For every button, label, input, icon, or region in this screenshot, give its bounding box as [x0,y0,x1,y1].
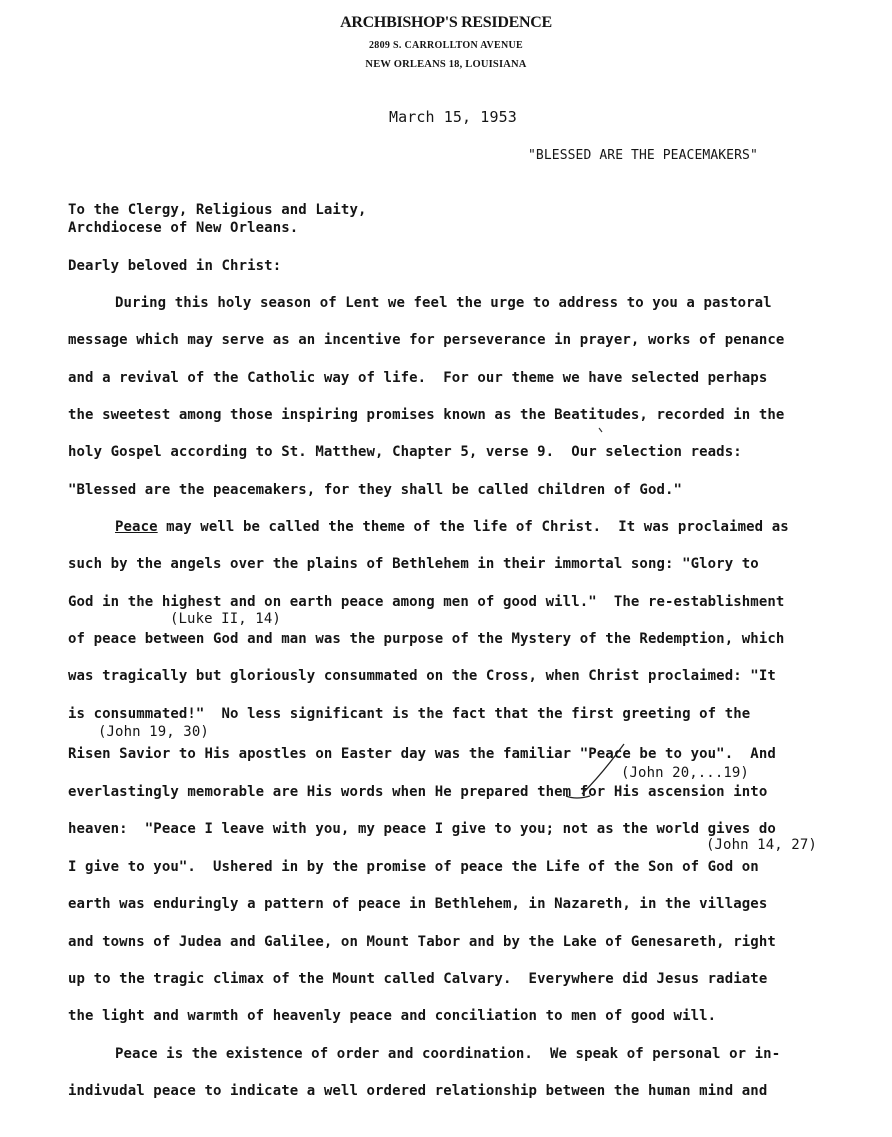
body-line: and towns of Judea and Galilee, on Mount Tabor and by the Lake of Genesareth, right [68,934,776,950]
body-line [115,518,789,536]
annotation-john-19: (John 19, 30) [98,724,209,740]
body-line: was tragically but gloriously consummated on the Cross, when Christ proclaimed: "It [68,668,776,684]
annotation-luke: (Luke II, 14) [170,611,281,627]
annotation-john-14: (John 14, 27) [706,837,817,853]
letterhead-name: ARCHBISHOP'S RESIDENCE [340,14,552,31]
letterhead-city: NEW ORLEANS 18, LOUISIANA [365,59,527,70]
body-line: is consummated!" No less significant is the fact that the first greeting of the [68,706,751,722]
body-line-rest: may well be called the theme of the life of Christ. It was proclaimed as [157,519,789,535]
body-line: During this holy season of Lent we feel the urge to address to you a pastoral [115,295,772,311]
body-line: of peace between God and man was the purpose of the Mystery of the Redemption, which [68,631,785,647]
body-line: everlastingly memorable are His words when He prepared them for His ascension into [68,784,768,800]
letter-date: March 15, 1953 [389,108,517,126]
body-line: Risen Savior to His apostles on Easter day was the familiar "Peace be to you". And [68,746,776,762]
body-line: message which may serve as an incentive for perseverance in prayer, works of penance [68,332,785,348]
body-line: earth was enduringly a pattern of peace in Bethlehem, in Nazareth, in the villages [68,896,768,912]
body-line: the sweetest among those inspiring promises known as the Beatitudes, recorded in the [68,407,785,423]
body-line: God in the highest and on earth peace among men of good will." The re-establishment [68,594,785,610]
body-line: Peace is the existence of order and coordination. We speak of personal or in- [115,1046,781,1062]
body-line: and a revival of the Catholic way of life. For our theme we have selected perhaps [68,370,768,386]
letterhead-street: 2809 S. CARROLLTON AVENUE [368,40,524,51]
addressee-line-1: To the Clergy, Religious and Laity, [68,202,367,218]
body-line: heaven: "Peace I leave with you, my peace I give to you; not as the world gives do [68,821,776,837]
body-line: indivudal peace to indicate a well ordered relationship between the human mind and [68,1083,768,1099]
letter-motto: "BLESSED ARE THE PEACEMAKERS" [528,148,758,163]
body-line: holy Gospel according to St. Matthew, Chapter 5, verse 9. Our selection reads: [68,444,742,460]
body-line: up to the tragic climax of the Mount called Calvary. Everywhere did Jesus radiate [68,971,768,987]
body-line: "Blessed are the peacemakers, for they shall be called children of God." [68,482,683,498]
annotation-john-20: (John 20,...19) [621,765,749,781]
body-line: I give to you". Ushered in by the promise of peace the Life of the Son of God on [68,859,759,875]
pen-tick-mark [596,425,606,435]
body-line: such by the angels over the plains of Bethlehem in their immortal song: "Glory to [68,556,759,572]
salutation: Dearly beloved in Christ: [68,258,282,274]
addressee-line-2: Archdiocese of New Orleans. [68,220,299,236]
pen-stroke-mark [560,738,640,808]
underlined-word-peace: Peace [115,519,158,535]
body-line: the light and warmth of heavenly peace and conciliation to men of good will. [68,1008,717,1024]
